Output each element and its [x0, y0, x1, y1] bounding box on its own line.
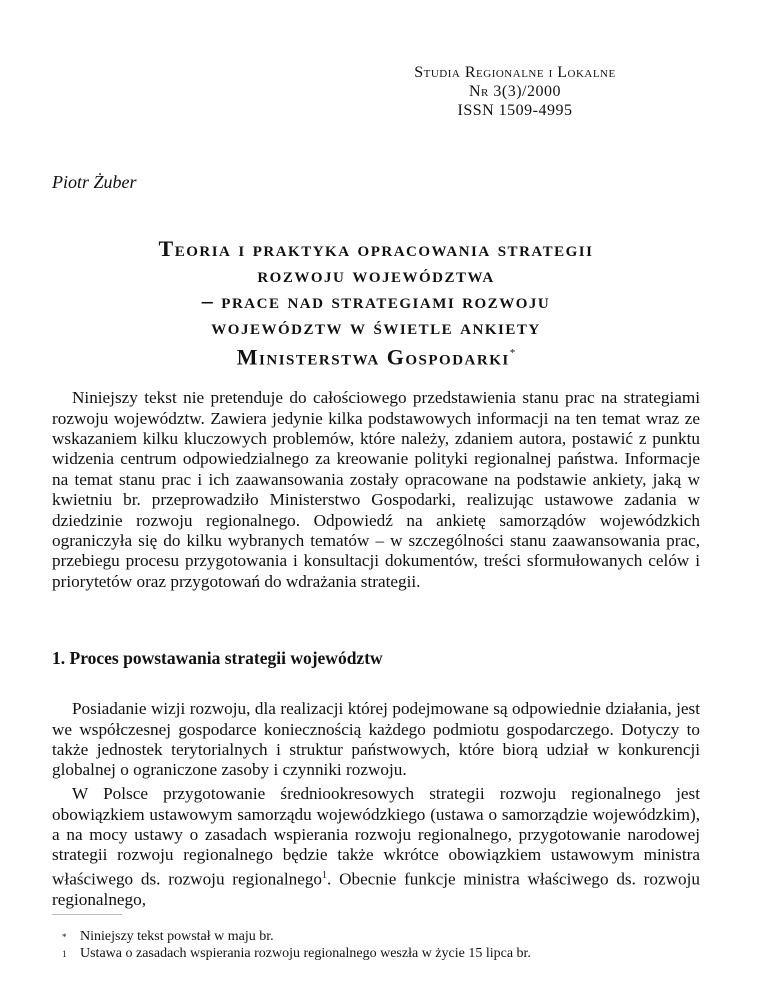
journal-number: Nr 3(3)/2000	[469, 83, 561, 100]
title-line: – prace nad strategiami rozwoju	[201, 288, 551, 313]
footnote-text: Ustawa o zasadach wspierania rozwoju regionalnego weszła w życie 15 lipca br.	[80, 946, 531, 961]
journal-issn: ISSN 1509-4995	[457, 102, 573, 119]
paragraph-text: W Polsce przygotowanie średniookresowych strategii rozwoju regionalnego jest obowiązkiem ustawowym samorządu wojewódzkiego (ustawa o samorządzie wojewódzkim), a na mocy ustawy o zasadach wspierania rozwoju regionalnego, przygotowanie narodowej strategii rozwoju regionalnego będzie także wkrótce obowiązkiem ustawowym ministra właściwego ds. rozwoju regionalnego	[52, 784, 700, 889]
footnote-text: Niniejszy tekst powstał w maju br.	[80, 929, 274, 944]
intro-paragraph: Niniejszy tekst nie pretenduje do całościowego przedstawienia stanu prac na strategiami rozwoju województw. Zawiera jedynie kilka podstawowych informacji na ten temat wraz ze wskazaniem kilku kluczowych problemów, które należy, zdaniem autora, postawić z punktu widzenia centrum odpowiedzialnego za kreowanie polityki regionalnej państwa. Informacje na temat stanu prac i ich zaawansowania zostały opracowane na podstawie ankiety, jaką w kwietniu br. przeprowadziło Ministerstwo Gospodarki, realizując ustawowe zadania w dziedzinie rozwoju regionalnego. Odpowiedź na ankietę samorządów wojewódzkich ograniczyła się do kilku wybranych tematów – w szczególności stanu zaawansowania prac, przebiegu procesu przygotowania i konsultacji dokumentów, treści sformułowanych celów i priorytetów oraz przygotowań do wdrażania strategii.	[52, 388, 700, 591]
footnote-mark: 1	[62, 949, 67, 959]
journal-header	[330, 63, 700, 120]
title-footnote-mark[interactable]: *	[509, 347, 516, 359]
footnote	[62, 929, 274, 945]
title-line-last	[52, 340, 700, 370]
section-heading: 1. Proces powstawania strategii województw	[52, 648, 383, 668]
footnote-divider	[52, 914, 122, 915]
title-line: rozwoju województwa	[257, 262, 495, 287]
title-line: Ministerstwa Gospodarki	[236, 344, 510, 370]
section-paragraph-2	[52, 784, 700, 910]
title-line: Teoria i praktyka opracowania strategii	[158, 236, 594, 261]
footnote-ref-1[interactable]: 1	[322, 869, 328, 881]
journal-name: Studia Regionalne i Lokalne	[414, 64, 616, 81]
paragraph-text-cont: . Obecnie funkcje ministra właściwego ds. rozwoju regionalnego,	[52, 869, 700, 909]
article-title	[52, 236, 700, 370]
footnote	[62, 946, 531, 962]
footnote-mark: *	[62, 932, 67, 942]
author-name: Piotr Żuber	[52, 172, 137, 192]
title-line: województw w świetle ankiety	[211, 314, 541, 339]
section-paragraph-1: Posiadanie wizji rozwoju, dla realizacji której podejmowane są odpowiednie działania, jest we współczesnej gospodarce koniecznością każdego podmiotu gospodarczego. Dotyczy to także jednostek terytorialnych i struktur państwowych, które biorą udział w konkurencji globalnej o ograniczone zasoby i czynniki rozwoju.	[52, 699, 700, 780]
